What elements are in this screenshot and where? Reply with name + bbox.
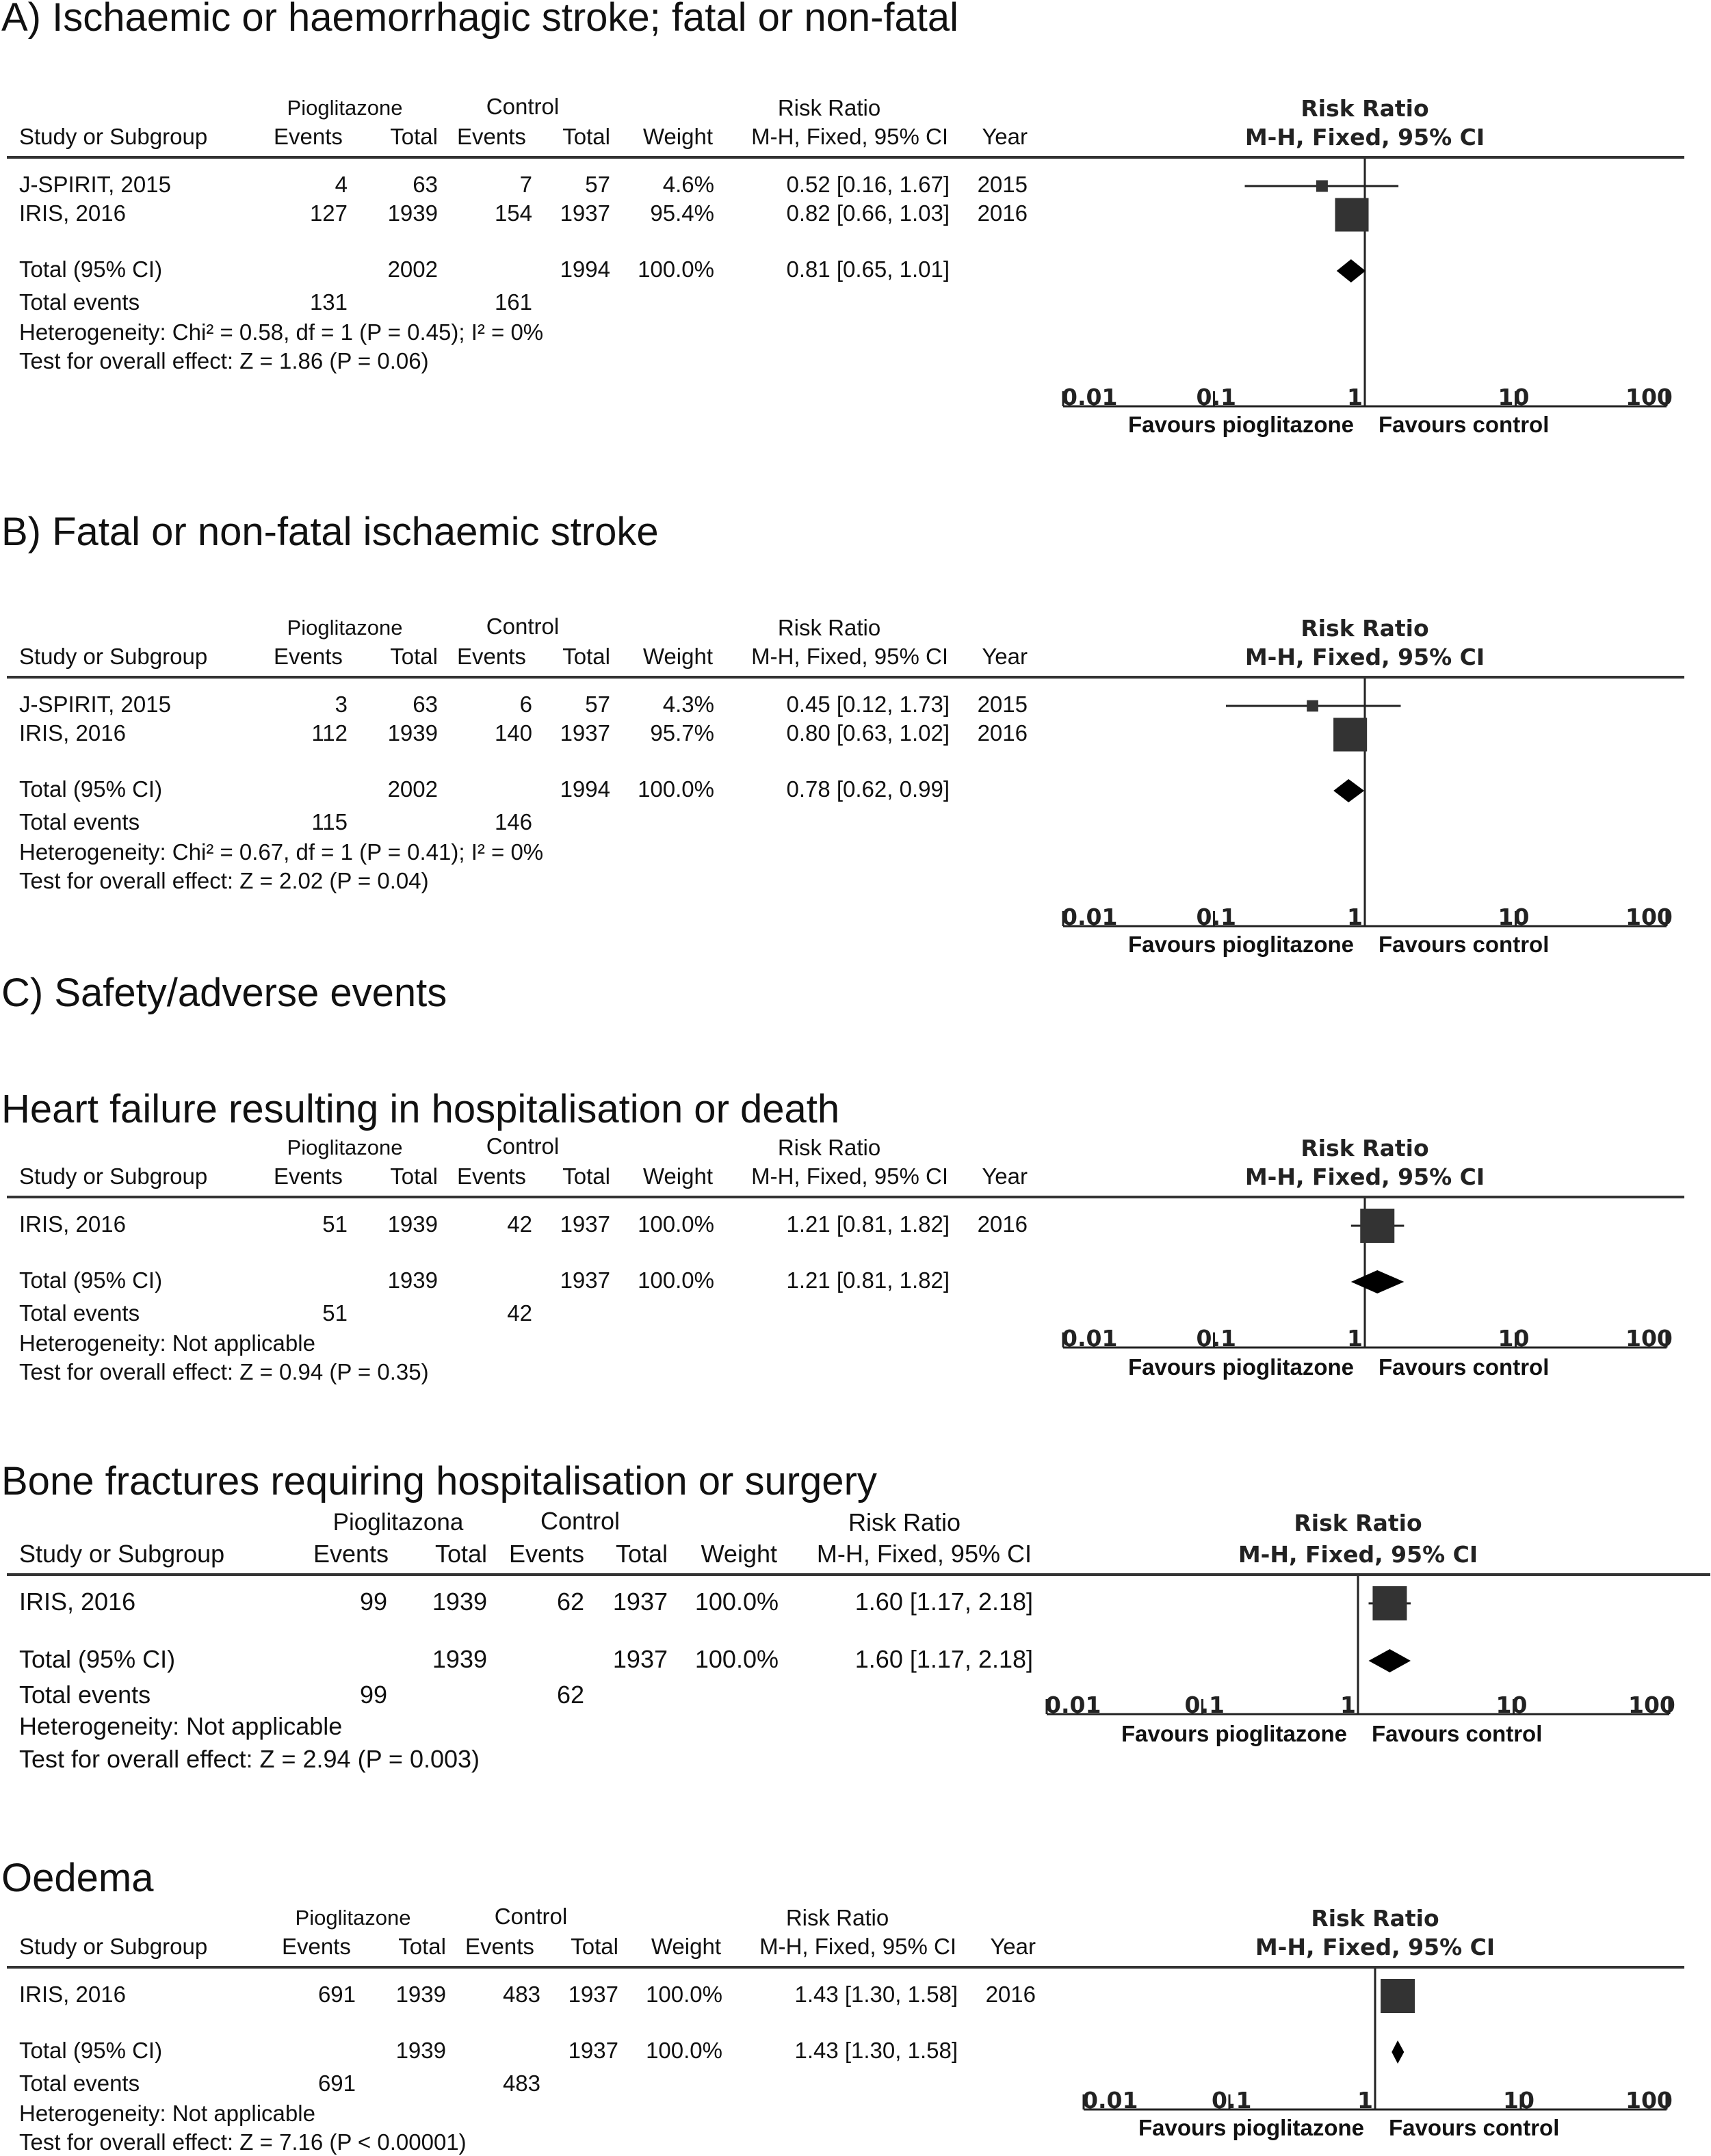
total-label: Total (95% CI) [19, 776, 163, 802]
weight-header: Weight [642, 644, 713, 669]
control-total-events: 483 [502, 2070, 540, 2096]
total-weight: 100.0% [638, 776, 714, 802]
control-events-header: Events [457, 124, 526, 149]
year-value: 2016 [977, 200, 1028, 226]
pooled-diamond [1369, 1649, 1411, 1672]
total-events-label: Total events [19, 1300, 140, 1326]
study-column-header: Study or Subgroup [19, 1164, 208, 1189]
favours-treatment-label: Favours pioglitazone [1138, 2115, 1364, 2140]
weight-header: Weight [651, 1934, 721, 1959]
total-weight: 100.0% [638, 257, 714, 282]
treatment-total-events: 131 [309, 289, 348, 315]
x-tick-label: 100 [1625, 2087, 1673, 2114]
x-tick-label: 0.1 [1196, 1325, 1236, 1352]
treatment-total-sum: 1939 [395, 2038, 446, 2063]
weight-value: 4.6% [662, 172, 714, 197]
plot-method-header: M-H, Fixed, 95% CI [1244, 1164, 1485, 1190]
x-tick-label: 0.01 [1062, 384, 1118, 410]
total-label: Total (95% CI) [19, 1645, 176, 1673]
total-label: Total (95% CI) [19, 2038, 163, 2063]
x-tick-label: 0.01 [1062, 904, 1118, 930]
total-events-label: Total events [19, 809, 140, 834]
treatment-total-sum: 2002 [387, 257, 438, 282]
year-value: 2016 [977, 720, 1028, 746]
study-point-estimate [1381, 1979, 1415, 2013]
control-total-sum: 1937 [568, 2038, 618, 2063]
year-header: Year [990, 1934, 1036, 1959]
control-total-events: 161 [494, 289, 532, 315]
favours-treatment-label: Favours pioglitazone [1121, 1721, 1347, 1746]
plot-method-header: M-H, Fixed, 95% CI [1244, 124, 1485, 150]
rr-method-header: M-H, Fixed, 95% CI [759, 1934, 956, 1959]
panel-a-title: A) Ischaemic or haemorrhagic stroke; fatal or non-fatal [1, 0, 959, 40]
control-total-value: 1937 [612, 1588, 668, 1616]
study-point-estimate [1316, 180, 1328, 192]
treatment-total-header: Total [398, 1934, 446, 1959]
total-risk-ratio-ci: 1.21 [0.81, 1.82] [786, 1267, 950, 1293]
x-tick-label: 0.1 [1184, 1692, 1225, 1718]
total-risk-ratio-ci: 0.81 [0.65, 1.01] [786, 257, 950, 282]
heterogeneity-text: Heterogeneity: Not applicable [19, 1712, 343, 1740]
total-risk-ratio-ci: 0.78 [0.62, 0.99] [786, 776, 950, 802]
control-total-header: Total [562, 1164, 610, 1189]
treatment-group-header: Pioglitazone [287, 1135, 403, 1159]
year-value: 2015 [977, 172, 1028, 197]
x-tick-label: 1 [1357, 2087, 1373, 2114]
risk-ratio-ci-value: 1.21 [0.81, 1.82] [786, 1211, 950, 1237]
year-value: 2016 [985, 1982, 1036, 2007]
control-group-header: Control [494, 1904, 568, 1929]
weight-header: Weight [642, 124, 713, 149]
control-total-events: 146 [494, 809, 532, 834]
rr-method-header: M-H, Fixed, 95% CI [751, 1164, 948, 1189]
weight-header: Weight [642, 1164, 713, 1189]
overall-effect-text: Test for overall effect: Z = 7.16 (P < 0.00001) [19, 2129, 467, 2155]
study-point-estimate [1335, 198, 1368, 231]
heterogeneity-text: Heterogeneity: Not applicable [19, 1330, 315, 1356]
overall-effect-text: Test for overall effect: Z = 2.94 (P = 0.003) [19, 1745, 480, 1773]
plot-risk-ratio-header: Risk Ratio [1294, 1510, 1422, 1536]
study-column-header: Study or Subgroup [19, 124, 208, 149]
x-tick-label: 0.1 [1196, 384, 1236, 410]
treatment-total-header: Total [434, 1540, 487, 1568]
x-tick-label: 100 [1625, 1325, 1673, 1352]
weight-header: Weight [701, 1540, 777, 1568]
study-point-estimate [1333, 718, 1367, 751]
treatment-events-value: 99 [359, 1588, 387, 1616]
treatment-events-value: 3 [335, 692, 348, 717]
control-total-value: 1937 [560, 200, 610, 226]
control-total-header: Total [615, 1540, 668, 1568]
total-events-label: Total events [19, 1681, 151, 1709]
study-name: J-SPIRIT, 2015 [19, 172, 171, 197]
risk-ratio-ci-value: 0.80 [0.63, 1.02] [786, 720, 950, 746]
treatment-events-value: 691 [317, 1982, 356, 2007]
control-events-value: 154 [494, 200, 532, 226]
weight-value: 4.3% [662, 692, 714, 717]
panel-c1-title: Heart failure resulting in hospitalisation or death [1, 1087, 840, 1131]
weight-value: 100.0% [638, 1211, 714, 1237]
treatment-events-value: 112 [311, 720, 348, 746]
risk-ratio-ci-value: 0.52 [0.16, 1.67] [786, 172, 950, 197]
rr-method-header: M-H, Fixed, 95% CI [751, 124, 948, 149]
treatment-events-value: 127 [309, 200, 348, 226]
treatment-group-header: Pioglitazona [332, 1509, 464, 1536]
x-tick-label: 10 [1496, 1692, 1528, 1718]
treatment-total-value: 1939 [387, 720, 438, 746]
treatment-events-header: Events [274, 1164, 343, 1189]
treatment-total-value: 1939 [387, 200, 438, 226]
control-total-header: Total [562, 644, 610, 669]
treatment-total-events: 691 [317, 2070, 356, 2096]
x-tick-label: 100 [1625, 904, 1673, 930]
risk-ratio-ci-value: 1.60 [1.17, 2.18] [854, 1588, 1033, 1616]
control-total-events: 62 [556, 1681, 584, 1709]
weight-value: 100.0% [646, 1982, 722, 2007]
forest-panel-a [0, 90, 1711, 437]
treatment-total-events: 115 [311, 809, 348, 834]
forest-panel-b [0, 610, 1711, 957]
control-events-value: 140 [494, 720, 532, 746]
plot-method-header: M-H, Fixed, 95% CI [1238, 1541, 1478, 1568]
control-events-value: 42 [507, 1211, 532, 1237]
study-name: J-SPIRIT, 2015 [19, 692, 171, 717]
risk-ratio-header: Risk Ratio [777, 615, 881, 640]
forest-plot [0, 610, 1711, 973]
overall-effect-text: Test for overall effect: Z = 2.02 (P = 0.04) [19, 868, 429, 893]
total-risk-ratio-ci: 1.60 [1.17, 2.18] [854, 1645, 1033, 1673]
treatment-group-header: Pioglitazone [287, 616, 403, 640]
study-column-header: Study or Subgroup [19, 1934, 208, 1959]
panel-b-title: B) Fatal or non-fatal ischaemic stroke [1, 510, 659, 554]
control-group-header: Control [486, 1133, 560, 1159]
pooled-diamond [1337, 259, 1366, 282]
treatment-total-events: 51 [322, 1300, 348, 1326]
total-events-label: Total events [19, 2070, 140, 2096]
control-total-sum: 1994 [560, 776, 610, 802]
treatment-total-value: 1939 [432, 1588, 487, 1616]
treatment-total-sum: 2002 [387, 776, 438, 802]
treatment-total-header: Total [390, 124, 438, 149]
x-tick-label: 1 [1347, 1325, 1363, 1352]
control-group-header: Control [486, 614, 560, 639]
favours-control-label: Favours control [1379, 1354, 1550, 1380]
study-name: IRIS, 2016 [19, 720, 126, 746]
control-total-sum: 1994 [560, 257, 610, 282]
control-total-value: 1937 [568, 1982, 618, 2007]
panel-c2-title: Bone fractures requiring hospitalisation or surgery [1, 1459, 877, 1503]
weight-value: 95.4% [650, 200, 714, 226]
treatment-events-header: Events [282, 1934, 351, 1959]
x-tick-label: 1 [1347, 384, 1363, 410]
study-point-estimate [1360, 1209, 1394, 1243]
risk-ratio-header: Risk Ratio [785, 1905, 889, 1930]
treatment-total-value: 63 [413, 692, 438, 717]
x-tick-label: 10 [1498, 1325, 1530, 1352]
risk-ratio-ci-value: 0.45 [0.12, 1.73] [786, 692, 950, 717]
overall-effect-text: Test for overall effect: Z = 0.94 (P = 0.35) [19, 1359, 429, 1384]
forest-panel-bone-fractures [0, 1506, 1711, 1780]
year-header: Year [982, 1164, 1028, 1189]
risk-ratio-header: Risk Ratio [777, 95, 881, 120]
study-point-estimate [1372, 1586, 1407, 1620]
x-tick-label: 0.01 [1062, 1325, 1118, 1352]
forest-panel-oedema [0, 1900, 1711, 2155]
favours-control-label: Favours control [1379, 412, 1550, 437]
x-tick-label: 1 [1347, 904, 1363, 930]
x-tick-label: 10 [1498, 904, 1530, 930]
control-total-value: 1937 [560, 1211, 610, 1237]
treatment-events-value: 4 [335, 172, 348, 197]
year-header: Year [982, 124, 1028, 149]
pooled-diamond [1333, 779, 1364, 802]
favours-control-label: Favours control [1389, 2115, 1560, 2140]
treatment-events-value: 51 [322, 1211, 348, 1237]
control-total-value: 1937 [560, 720, 610, 746]
treatment-total-value: 1939 [395, 1982, 446, 2007]
control-total-sum: 1937 [612, 1645, 668, 1673]
forest-panel-heart-failure [0, 1130, 1711, 1404]
study-name: IRIS, 2016 [19, 1211, 126, 1237]
plot-risk-ratio-header: Risk Ratio [1301, 95, 1429, 122]
x-tick-label: 10 [1503, 2087, 1534, 2114]
plot-method-header: M-H, Fixed, 95% CI [1255, 1934, 1496, 1960]
total-events-label: Total events [19, 289, 140, 315]
panel-c3-title: Oedema [1, 1856, 154, 1900]
x-tick-label: 0.01 [1082, 2087, 1138, 2114]
control-events-value: 483 [502, 1982, 540, 2007]
control-events-header: Events [465, 1934, 534, 1959]
x-tick-label: 0.1 [1196, 904, 1236, 930]
treatment-total-sum: 1939 [432, 1645, 487, 1673]
total-weight: 100.0% [694, 1645, 779, 1673]
total-label: Total (95% CI) [19, 257, 163, 282]
control-events-value: 7 [519, 172, 532, 197]
forest-plot [0, 1506, 1711, 1762]
control-events-value: 62 [556, 1588, 584, 1616]
panel-c-title: C) Safety/adverse events [1, 971, 447, 1015]
risk-ratio-ci-value: 1.43 [1.30, 1.58] [794, 1982, 958, 2007]
x-tick-label: 0.1 [1212, 2087, 1252, 2114]
treatment-events-header: Events [274, 124, 343, 149]
treatment-group-header: Pioglitazone [295, 1906, 411, 1930]
total-weight: 100.0% [646, 2038, 722, 2063]
control-group-header: Control [540, 1507, 621, 1535]
control-total-events: 42 [507, 1300, 532, 1326]
treatment-total-header: Total [390, 644, 438, 669]
risk-ratio-header: Risk Ratio [777, 1135, 881, 1160]
forest-plot [0, 90, 1711, 453]
control-events-header: Events [457, 1164, 526, 1189]
weight-value: 100.0% [694, 1588, 779, 1616]
weight-value: 95.7% [650, 720, 714, 746]
rr-method-header: M-H, Fixed, 95% CI [751, 644, 948, 669]
control-total-header: Total [571, 1934, 618, 1959]
x-tick-label: 100 [1625, 384, 1673, 410]
overall-effect-text: Test for overall effect: Z = 1.86 (P = 0.06) [19, 348, 429, 373]
treatment-total-events: 99 [359, 1681, 387, 1709]
treatment-events-header: Events [274, 644, 343, 669]
heterogeneity-text: Heterogeneity: Not applicable [19, 2101, 315, 2126]
forest-plot [0, 1900, 1711, 2156]
treatment-group-header: Pioglitazone [287, 96, 403, 120]
study-name: IRIS, 2016 [19, 1588, 136, 1616]
risk-ratio-header: Risk Ratio [848, 1508, 961, 1536]
x-tick-label: 10 [1498, 384, 1530, 410]
total-risk-ratio-ci: 1.43 [1.30, 1.58] [794, 2038, 958, 2063]
control-total-value: 57 [585, 172, 610, 197]
pooled-diamond [1392, 2040, 1404, 2064]
study-name: IRIS, 2016 [19, 1982, 126, 2007]
control-total-sum: 1937 [560, 1267, 610, 1293]
treatment-total-value: 63 [413, 172, 438, 197]
total-label: Total (95% CI) [19, 1267, 163, 1293]
rr-method-header: M-H, Fixed, 95% CI [816, 1540, 1032, 1568]
forest-plot [0, 1130, 1711, 1395]
plot-method-header: M-H, Fixed, 95% CI [1244, 644, 1485, 670]
favours-control-label: Favours control [1379, 932, 1550, 957]
treatment-total-header: Total [390, 1164, 438, 1189]
plot-risk-ratio-header: Risk Ratio [1311, 1905, 1439, 1932]
x-tick-label: 0.01 [1045, 1692, 1101, 1718]
heterogeneity-text: Heterogeneity: Chi² = 0.67, df = 1 (P = 0.41); I² = 0% [19, 839, 544, 865]
control-events-header: Events [509, 1540, 585, 1568]
study-column-header: Study or Subgroup [19, 1540, 225, 1568]
x-tick-label: 100 [1628, 1692, 1675, 1718]
favours-treatment-label: Favours pioglitazone [1127, 932, 1354, 957]
favours-treatment-label: Favours pioglitazone [1127, 1354, 1354, 1380]
plot-risk-ratio-header: Risk Ratio [1301, 1135, 1429, 1161]
control-group-header: Control [486, 94, 560, 119]
study-name: IRIS, 2016 [19, 200, 126, 226]
treatment-events-header: Events [313, 1540, 389, 1568]
study-point-estimate [1307, 700, 1318, 712]
year-value: 2015 [977, 692, 1028, 717]
control-total-header: Total [562, 124, 610, 149]
treatment-total-sum: 1939 [387, 1267, 438, 1293]
favours-treatment-label: Favours pioglitazone [1127, 412, 1354, 437]
heterogeneity-text: Heterogeneity: Chi² = 0.58, df = 1 (P = 0.45); I² = 0% [19, 319, 544, 345]
total-weight: 100.0% [638, 1267, 714, 1293]
treatment-total-value: 1939 [387, 1211, 438, 1237]
risk-ratio-ci-value: 0.82 [0.66, 1.03] [786, 200, 950, 226]
x-tick-label: 1 [1340, 1692, 1356, 1718]
favours-control-label: Favours control [1372, 1721, 1543, 1746]
study-column-header: Study or Subgroup [19, 644, 208, 669]
control-total-value: 57 [585, 692, 610, 717]
plot-risk-ratio-header: Risk Ratio [1301, 615, 1429, 642]
control-events-value: 6 [519, 692, 532, 717]
year-value: 2016 [977, 1211, 1028, 1237]
control-events-header: Events [457, 644, 526, 669]
pooled-diamond [1351, 1270, 1405, 1293]
year-header: Year [982, 644, 1028, 669]
